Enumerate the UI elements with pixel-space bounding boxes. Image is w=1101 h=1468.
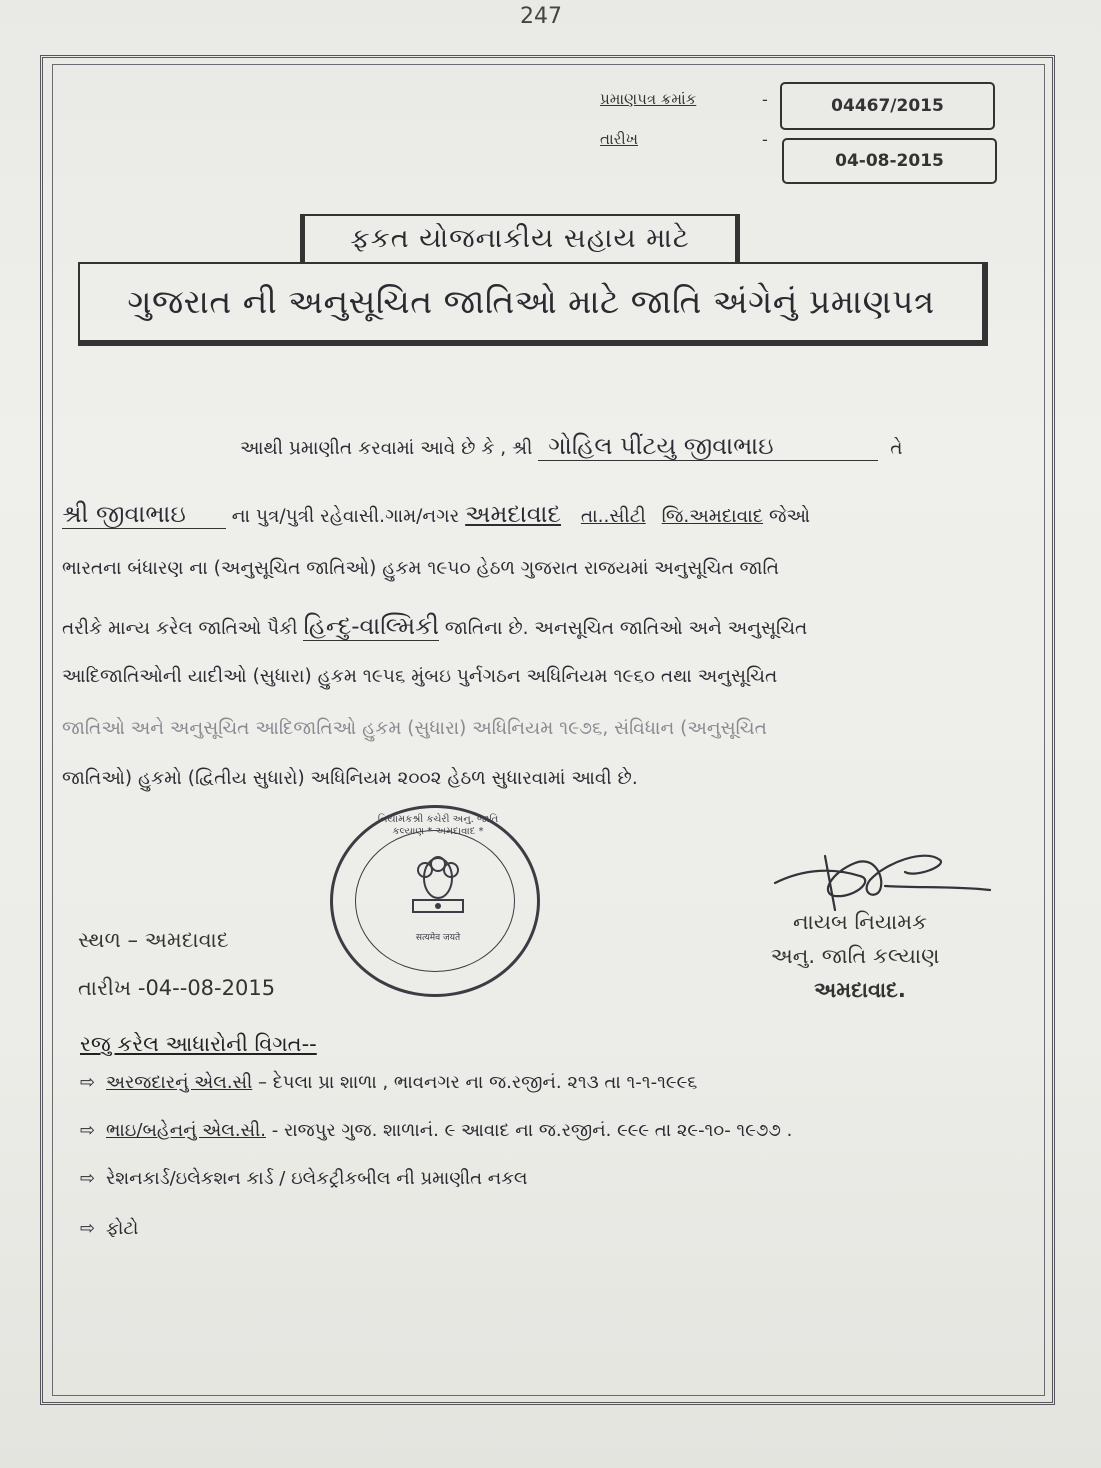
official-department: અનુ. જાતિ કલ્યાણ bbox=[770, 944, 940, 968]
district-name: અમદાવાદ bbox=[689, 506, 764, 527]
body-line-4-b: જાતિના છે. અનસૂચિત જાતિઓ અને અનુસૂચિત bbox=[444, 618, 808, 639]
document-text: - રાજપુર ગુજ. શાળાનં. ૯ આ‌વાદ ના જ.રજીનં. ૯૯૯ તા ૨૯-૧૦- ૧૯૭૭ . bbox=[266, 1120, 793, 1141]
document-item bbox=[80, 1120, 792, 1141]
document-item bbox=[80, 1218, 138, 1239]
body-line-1 bbox=[240, 432, 902, 461]
page-number: 247 bbox=[520, 4, 562, 29]
place-date-line: તારીખ -04--08-2015 bbox=[78, 976, 276, 1000]
signature-icon bbox=[765, 838, 995, 918]
certificate-number-box: 04467/2015 bbox=[780, 82, 995, 130]
title-top: ફકત યોજનાકીય સહાય માટે bbox=[300, 214, 740, 264]
body-line-2-a: ના પુત્ર/પુત્રી રહેવાસી.ગામ/નગર bbox=[231, 506, 460, 527]
district-label: જિ. bbox=[661, 506, 690, 527]
document-item bbox=[80, 1168, 528, 1189]
document-label: ભાઇ/બહેનનું એલ.સી. bbox=[106, 1120, 267, 1141]
taluka-name: સીટી bbox=[609, 506, 646, 527]
document-text: ફોટો bbox=[106, 1218, 139, 1239]
arrow-right-icon: ⇨ bbox=[80, 1168, 96, 1189]
official-place: અમદાવાદ. bbox=[814, 978, 906, 1002]
body-line-2 bbox=[62, 500, 810, 529]
official-designation: નાયબ નિયામક bbox=[793, 910, 927, 934]
certificate-number-label: પ્રમાણપત્ર ક્રમાંક bbox=[600, 90, 697, 108]
caste-name: હિન્દુ-વાલ્મિકી bbox=[303, 612, 439, 640]
body-line-1-suffix: તે bbox=[890, 438, 903, 459]
body-line-6: જાતિઓ અને અનુસૂચિત આદિજાતિઓ હુકમ (સુધારા) અધિનિયમ ૧૯૭૬, સંવિધાન (અનુસૂચિત bbox=[62, 718, 767, 739]
certificate-date-label: તારીખ bbox=[600, 130, 638, 148]
body-line-3: ભારતના બંધારણ ના (અનુસૂચિત જાતિઓ) હુકમ ૧૯૫૦ હેઠળ ગુજરાત રાજયમાં અનુસૂચિત જાતિ bbox=[62, 558, 779, 579]
body-line-2-end: જેઓ bbox=[768, 506, 811, 527]
document-text: – દેપલા પ્રા શાળા , ભાવનગર ના જ.રજીનં. ૨૧૩ તા ૧-૧-૧૯૯૬ bbox=[252, 1072, 698, 1093]
arrow-right-icon: ⇨ bbox=[80, 1218, 96, 1239]
body-line-4-a: તરીકે માન્ય કરેલ જાતિઓ પૈકી bbox=[62, 618, 298, 639]
arrow-right-icon: ⇨ bbox=[80, 1120, 96, 1141]
body-line-5: આદિજાતિઓની યાદીઓ (સુધારા) હુકમ ૧૯૫૬ મુંબઇ પુર્નગઠન અધિનિયમ ૧૯૬૦ તથા અનુસૂચિત bbox=[62, 666, 778, 687]
documents-heading: રજુ કરેલ આધારોની વિગત-- bbox=[80, 1032, 317, 1056]
seal-outer-text: નિયામકશ્રી કચેરી અનુ. જાતિ કલ્યાણ * અમદાવાદ * bbox=[377, 814, 499, 837]
document-text: રેશનકાર્ડ/ઇલેકશન કાર્ડ / ઇલેકટ્રીકબીલ ની પ્રમાણીત નકલ bbox=[106, 1168, 528, 1189]
document-item bbox=[80, 1072, 697, 1093]
title-main: ગુજરાત ની અનુસૂચિત જાતિઓ માટે જાતિ અંગેનું પ્રમાણપત્ર bbox=[78, 262, 988, 346]
office-seal bbox=[330, 805, 540, 997]
certificate-date-box: 04-08-2015 bbox=[782, 138, 997, 184]
body-line-1-prefix: આથી પ્રમાણીત કરવામાં આવે છે કે , શ્રી bbox=[240, 438, 533, 459]
document-label: અરજદારનું એલ.સી bbox=[106, 1072, 253, 1093]
certificate-number-separator: - bbox=[762, 90, 768, 109]
person-name: ગોહિલ પીંટયુ જીવાભાઇ bbox=[538, 432, 878, 461]
seal-emblem-caption: सत्यमेव जयते bbox=[415, 933, 461, 943]
village-name: અમદાવાદ bbox=[465, 500, 561, 528]
certificate-date-separator: - bbox=[762, 130, 768, 149]
place-line: સ્થળ – અમદાવાદ bbox=[78, 928, 229, 952]
taluka-label: તા.. bbox=[580, 506, 610, 527]
father-name: શ્રી જીવાભાઇ bbox=[62, 500, 226, 529]
body-line-4 bbox=[62, 612, 807, 641]
seal-emblem-icon bbox=[403, 848, 473, 928]
arrow-right-icon: ⇨ bbox=[80, 1072, 96, 1093]
body-line-7: જાતિઓ) હુકમો (દ્વિતીય સુધારો) અધિનિયમ ૨૦૦૨ હેઠળ સુધારવામાં આવી છે. bbox=[62, 768, 638, 789]
